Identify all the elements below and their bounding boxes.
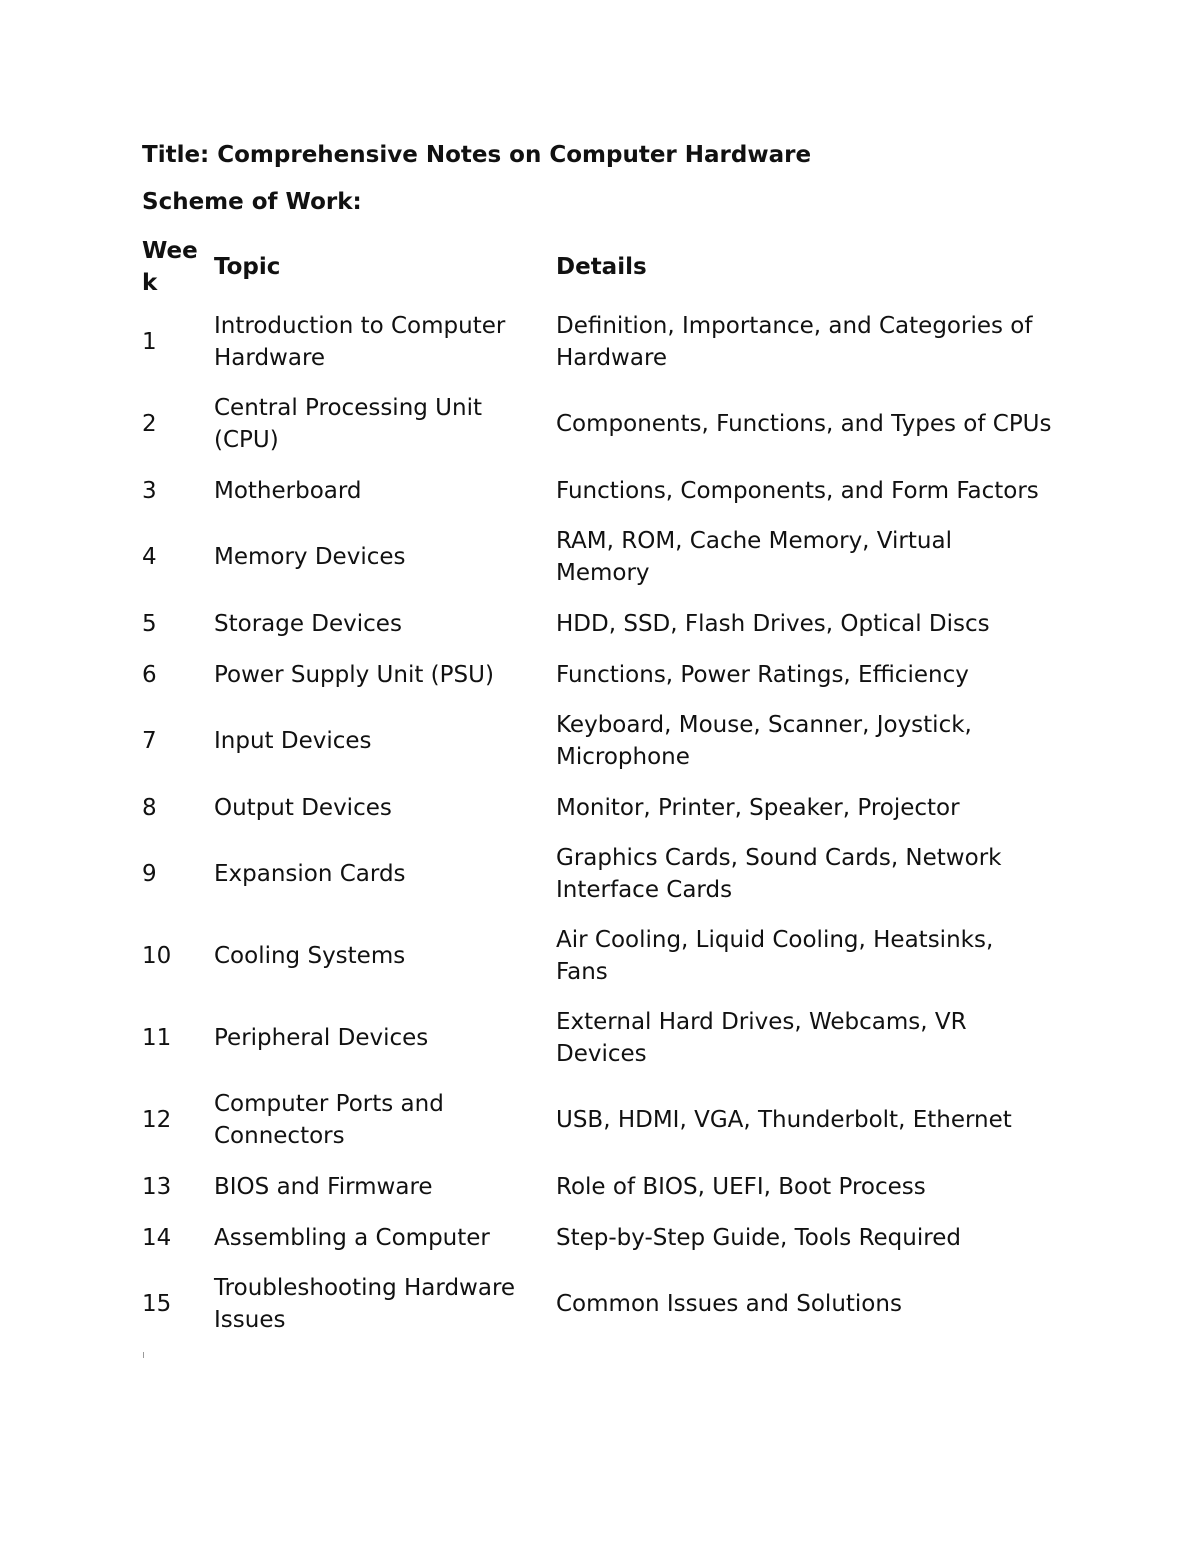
header-topic: Topic — [214, 254, 281, 280]
cell-week: 4 — [142, 544, 157, 570]
cell-week: 13 — [142, 1173, 172, 1200]
cell-details: Components, Functions, and Types of CPUs — [556, 411, 1052, 437]
cell-week: 11 — [142, 1025, 172, 1051]
cell-week: 15 — [142, 1291, 172, 1317]
cell-details: Keyboard, Mouse, Scanner, Joystick, Microphone — [556, 712, 972, 770]
cell-topic: Expansion Cards — [214, 861, 406, 887]
cell-details: Step-by-Step Guide, Tools Required — [556, 1224, 961, 1251]
cell-details: HDD, SSD, Flash Drives, Optical Discs — [556, 610, 990, 637]
table-row — [135, 782, 1059, 833]
cell-week: 2 — [142, 411, 157, 437]
table-header-row — [135, 233, 1059, 301]
text-cursor-mark — [143, 1352, 144, 1358]
cell-topic: BIOS and Firmware — [214, 1173, 433, 1200]
cell-details: Common Issues and Solutions — [556, 1291, 902, 1317]
table-row — [135, 383, 1059, 465]
table-row — [135, 465, 1059, 516]
table-row — [135, 598, 1059, 649]
cell-week: 7 — [142, 728, 157, 754]
cell-topic: Input Devices — [214, 728, 372, 754]
cell-week: 6 — [142, 661, 157, 688]
cell-topic: Output Devices — [214, 794, 392, 821]
cell-details: Monitor, Printer, Speaker, Projector — [556, 794, 960, 821]
table-row — [135, 649, 1059, 700]
table-row — [135, 1263, 1059, 1345]
cell-week: 8 — [142, 794, 157, 821]
document-title: Title: Comprehensive Notes on Computer Hardware — [142, 142, 812, 168]
cell-topic: Computer Ports and Connectors — [214, 1091, 444, 1149]
cell-week: 10 — [142, 943, 172, 969]
cell-details: Definition, Importance, and Categories of Hardware — [556, 313, 1033, 371]
table-row — [135, 997, 1059, 1079]
cell-topic: Central Processing Unit (CPU) — [214, 395, 483, 453]
cell-week: 9 — [142, 861, 157, 887]
table-row — [135, 1161, 1059, 1212]
cell-details: Functions, Components, and Form Factors — [556, 477, 1039, 504]
cell-topic: Power Supply Unit (PSU) — [214, 661, 494, 688]
table-row — [135, 301, 1059, 383]
table-row — [135, 1079, 1059, 1161]
table-row — [135, 700, 1059, 782]
cell-details: Air Cooling, Liquid Cooling, Heatsinks, Fans — [556, 927, 994, 985]
cell-week: 5 — [142, 610, 157, 637]
cell-week: 3 — [142, 477, 157, 504]
cell-details: USB, HDMI, VGA, Thunderbolt, Ethernet — [556, 1107, 1012, 1133]
cell-week: 12 — [142, 1107, 172, 1133]
scheme-heading: Scheme of Work: — [142, 189, 362, 215]
cell-topic: Storage Devices — [214, 610, 402, 637]
cell-details: RAM, ROM, Cache Memory, Virtual Memory — [556, 528, 952, 586]
cell-week: 1 — [142, 329, 157, 355]
cell-details: Graphics Cards, Sound Cards, Network Interface Cards — [556, 845, 1002, 903]
cell-details: Role of BIOS, UEFI, Boot Process — [556, 1173, 926, 1200]
header-week-label: Week — [142, 238, 198, 296]
cell-topic: Cooling Systems — [214, 943, 406, 969]
cell-details: Functions, Power Ratings, Efficiency — [556, 661, 969, 688]
cell-topic: Introduction to Computer Hardware — [214, 313, 506, 371]
table-row — [135, 516, 1059, 598]
cell-topic: Peripheral Devices — [214, 1025, 429, 1051]
cell-details: External Hard Drives, Webcams, VR Devices — [556, 1009, 967, 1067]
table-row — [135, 915, 1059, 997]
header-week — [135, 233, 207, 301]
cell-topic: Memory Devices — [214, 544, 406, 570]
cell-week: 14 — [142, 1224, 172, 1251]
table-row — [135, 1212, 1059, 1263]
cell-topic: Troubleshooting Hardware Issues — [214, 1275, 516, 1333]
scheme-of-work-table — [135, 233, 1059, 1345]
cell-topic: Motherboard — [214, 477, 362, 504]
cell-topic: Assembling a Computer — [214, 1224, 490, 1251]
header-details: Details — [556, 254, 647, 280]
table-row — [135, 833, 1059, 915]
